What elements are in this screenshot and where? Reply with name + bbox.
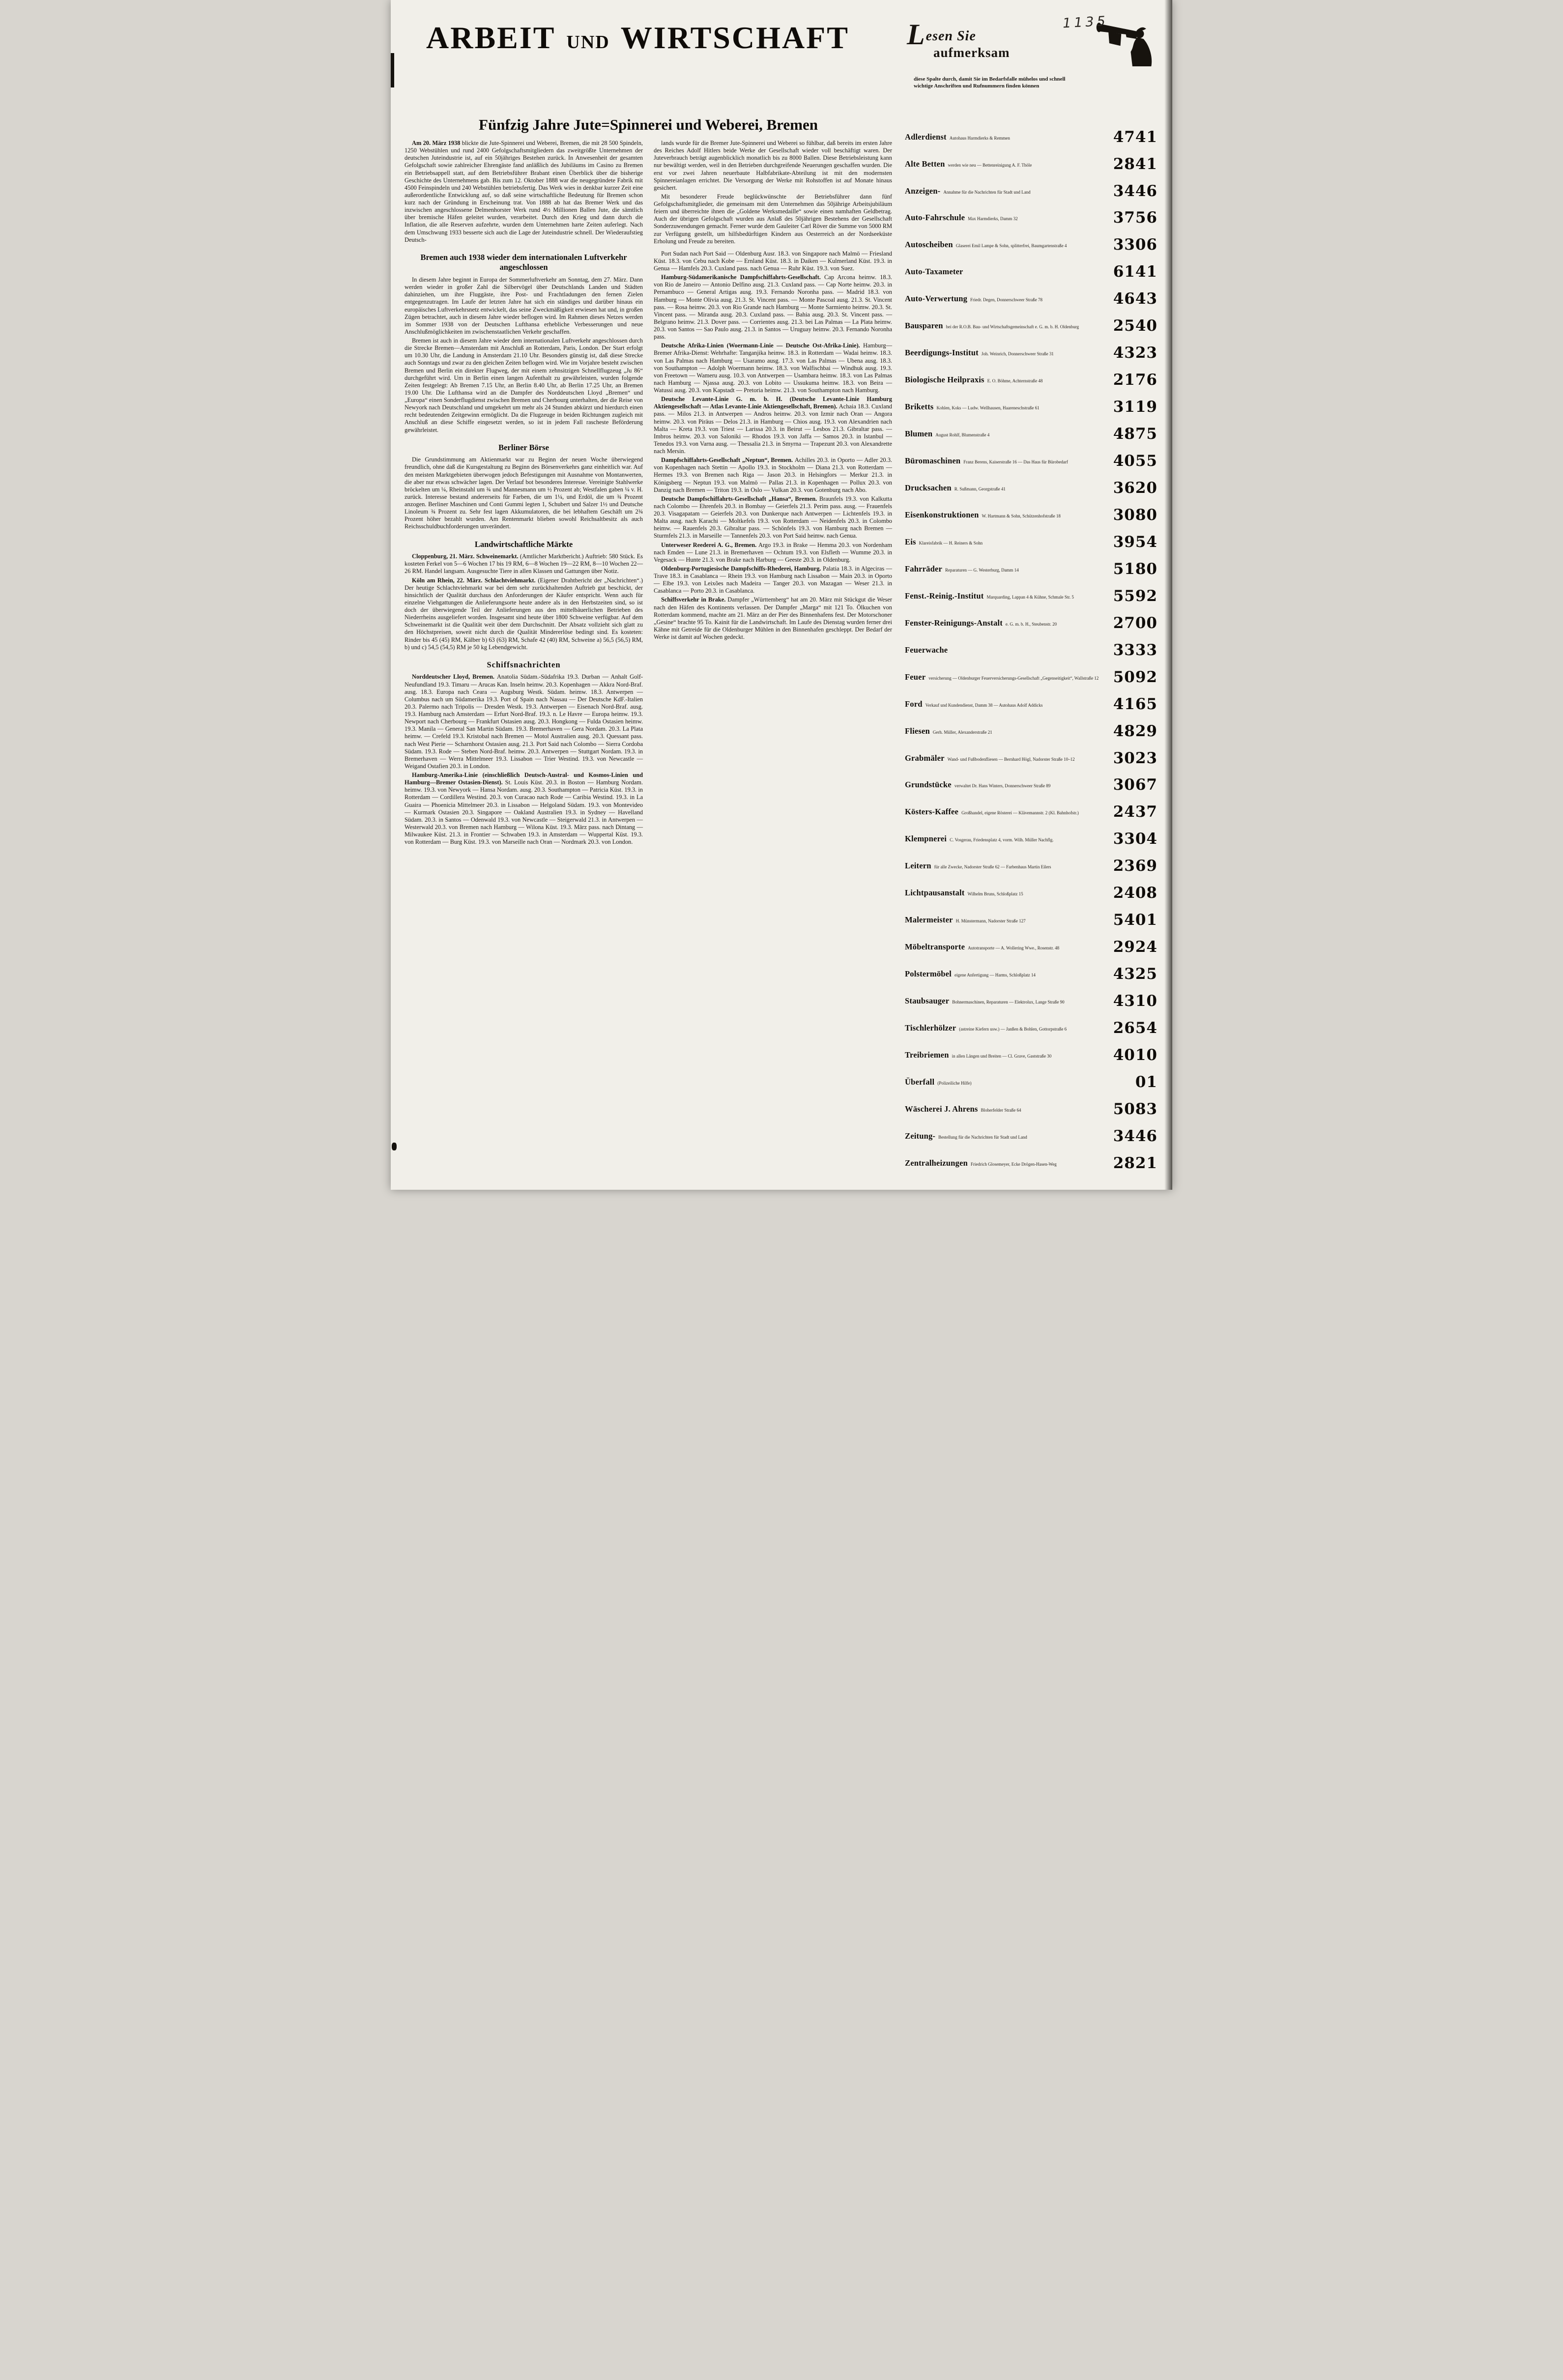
directory-entry	[905, 830, 1158, 848]
directory-entry-phone-number: 4055	[1113, 452, 1158, 470]
directory-entry-phone-number: 3304	[1113, 830, 1158, 848]
directory-entry-desc: e. G. m. b. H., Steubenstr. 20	[1005, 621, 1057, 627]
directory-entry-text	[905, 834, 1108, 844]
directory-entry	[905, 1019, 1158, 1037]
directory-entry-name: Bausparen	[905, 321, 943, 331]
directory-entry-text	[905, 672, 1108, 682]
directory-entry-text	[905, 1104, 1108, 1114]
directory-entry-name: Eis	[905, 537, 916, 546]
directory-entry-desc: werden wie neu — Bettenreinigung A. F. Thöle	[948, 162, 1032, 168]
directory-entry-phone-number: 3119	[1113, 398, 1158, 416]
schiffsnachrichten-continuation	[654, 250, 892, 641]
masthead-title	[426, 20, 892, 56]
decorative-initial-L: L	[907, 18, 925, 51]
directory-entry	[905, 452, 1158, 470]
directory-entry-text	[905, 510, 1108, 520]
directory-entry-desc: Gerh. Müller, Alexanderstraße 21	[932, 729, 992, 735]
directory-entry-name: Fenst.-Reinig.-Institut	[905, 591, 984, 601]
directory-entry-phone-number: 2437	[1113, 803, 1158, 821]
directory-entry-text	[905, 132, 1108, 142]
directory-entry-text	[905, 1131, 1108, 1141]
directory-entry-name: Anzeigen-	[905, 186, 941, 196]
directory-entry-desc: Glaserei Emil Lampe & Sohn, splitterfrei, Baumgartenstraße 4	[955, 243, 1067, 249]
directory-entry-phone-number: 3954	[1113, 533, 1158, 551]
directory-entry-desc: eigene Anfertigung — Harms, Schloßplatz 14	[954, 973, 1036, 978]
directory-entry-text	[905, 294, 1108, 304]
directory-entry-name: Fliesen	[905, 726, 930, 736]
paragraph: Cloppenburg, 21. März. Schweinemarkt. (Amtlicher Marktbericht.) Auftrieb: 580 Stück. Es kosteten Ferkel von 5—6 Wochen 17 bis 19 RM, 6—8 Wochen 19—22 RM, 8—10 Wochen 22—26 RM. Handel langsam. Ausgesuchte Tiere in allen Klassen und Gattungen über Notiz.	[405, 553, 643, 575]
directory-entry-text	[905, 591, 1108, 601]
directory-entry-name: Kösters-Kaffee	[905, 807, 959, 817]
directory-entry-name: Klempnerei	[905, 834, 947, 844]
directory-entry-text	[905, 618, 1108, 628]
directory-entry-name: Zentralheizungen	[905, 1158, 968, 1168]
directory-entry-phone-number: 3446	[1113, 1127, 1158, 1145]
directory-entry-text	[905, 1077, 1130, 1087]
directory-entry-desc: Bestellung für die Nachrichten für Stadt und Land	[938, 1134, 1027, 1140]
lesen-line1: esen Sie	[926, 29, 976, 44]
directory-entry-text	[905, 402, 1108, 412]
directory-entry-phone-number: 5401	[1113, 911, 1158, 929]
directory-entry-name: Feuer	[905, 672, 926, 682]
directory-entry-desc: H. Münstermann, Nadorster Straße 127	[955, 918, 1026, 924]
directory-entry	[905, 938, 1158, 956]
directory-entry	[905, 209, 1158, 227]
directory-entry-phone-number: 3023	[1113, 749, 1158, 767]
directory-entry-phone-number: 2540	[1113, 317, 1158, 335]
directory-entry	[905, 776, 1158, 794]
directory-entry-desc: Reparaturen — G. Westerburg, Damm 14	[945, 567, 1019, 573]
paragraph: Köln am Rhein, 22. März. Schlachtviehmarkt. (Eigener Drahtbericht der „Nachrichten“.) Der heutige Schlachtviehmarkt war bei dem sehr zurückhaltenden Auftrieb gut beschickt, der hinsichtlich der Qualität durchaus den Anforderungen der Käufer entspricht. Wenn auch für einzelne Viehgattungen die Anlieferungsorte heute andere als in den Herbstzeiten sind, so ist doch der überwiegende Teil der Anlieferungen aus den mittelbäuerlichen Betrieben des Niederrheins ausgeliefert worden. Insgesamt sind heute über 1800 Schweine verfügbar. Auf dem Schweinemarkt ist die Qualität weit über dem Durchschnitt. Der Absatz vollzieht sich glatt zu den Höchstpreisen, soweit nicht durch die Qualität Mindererlöse bedingt sind. Es kosteten: Rinder bis 45 (45) RM, Kälber b) 63 (63) RM, Schafe 42 (40) RM, Schweine a) 56,5 (56,5) RM, b) und c) 54,5 (54,5) RM je 50 kg Lebendgewicht.	[405, 576, 643, 651]
schiffsnachrichten-article	[405, 673, 643, 846]
directory-entry-desc: versicherung — Oldenburger Feuerversicherungs-Gesellschaft „Gegenseitigkeit“, Wallstraße 12	[928, 675, 1099, 681]
directory-entry	[905, 560, 1158, 578]
paragraph: Hamburg-Amerika-Linie (einschließlich Deutsch-Austral- und Kosmos-Linien und Hamburg—Bremer Ostasien-Dienst). St. Louis Küst. 20.3. in Boston — Hamburg Nordam. heimw. 19.3. von Newyork — Hansa Nordam. ausg. 20.3. Southampton — Patricia Küst. 19.3. in Rotterdam — Cordillera Westind. 20.3. von Curacao nach Rode — Caribia Westind. 19.3. in La Guaira — Phoenicia Mittelmeer 20.3. in Lissabon — Helgoland Südam. 19.3. von Montevideo — Kurmark Ostasien 20.3. Singapore — Oakland Australien 19.3. in Sydney — Havelland Südam. 20.3. in Santos — Odenwald 19.3. von Newcastle — Steigerwald 21.3. in Antwerpen — Westerwald 20.3. von Bremen nach Hamburg — Wilona Küst. 19.3. März pass. nach Dintang — Milwaukee Küst. 21.3. in Frontier — Schwaben 19.3. in Amsterdam — Wuppertal Küst. 19.3. von Rotterdam — Burg Küst. 19.3. von Marseille nach Oran — Nordmark 20.3. von London.	[405, 772, 643, 846]
directory-entry	[905, 155, 1158, 173]
directory-entry-text	[905, 429, 1108, 439]
maerkte-headline: Landwirtschaftliche Märkte	[474, 539, 573, 549]
paragraph: Am 20. März 1938 blickte die Jute-Spinnerei und Weberei, Bremen, die mit 28 500 Spindeln, 1250 Webstühlen und rund 2400 Gefolgschaftsmitgliedern das zweitgrößte Unternehmen der deutschen Juteindustrie ist, auf ein 50jähriges Bestehen zurück. In Anwesenheit der gesamten Gefolgschaft sowie zahlreicher Ehrengäste fand anläßlich des Jubiläums im Casino zu Bremen ein Betriebsappell statt, auf dem Betriebsführer Brabant einen Überblick über die bisherige Geschichte des Unternehmens gab. Bis zum 12. Oktober 1888 war die neugegründete Fabrik mit 4500 Feinspindeln und 240 Webstühlen betriebsfertig. Das Werk wies in denkbar kurzer Zeit eine außerordentliche Entwicklung auf, so daß seine wirtschaftliche Bedeutung für Bremen schon kurz nach der Gründung in Erscheinung trat. Von 1888 ab hat das Bremer Werk und das inzwischen angeschlossene Delmenhorster Werk rund 4½ Millionen Ballen Jute, die sämtlich über bremische Häfen geleitet wurden, verarbeitet. Durch den Krieg und dann durch die Inflation, die alle Reserven aufzehrte, wurden dem Unternehmen harte Zeiten auferlegt. Nach dem Umschwung 1933 besserte sich auch die Lage der Juteindustrie schnell. Der Wiederaufstieg Deutsch-	[405, 140, 643, 243]
directory-entry-phone-number: 5083	[1113, 1100, 1158, 1118]
directory-entry-text	[905, 1158, 1108, 1168]
paragraph: Bremen ist auch in diesem Jahre wieder dem internationalen Luftverkehr angeschlossen durch die Strecke Bremen—Amsterdam mit Anschluß an Rotterdam, Paris, London. Der Start erfolgt um 10.30 Uhr, die Landung in Amsterdam 21.10 Uhr. Besonders günstig ist, daß diese Strecke auch Sonntags und zwar zu den gleichen Zeiten beflogen wird. Wie im Vorjahre besteht zwischen Bremen und Berlin ein direkter Flugweg, der mit einem zehnsitzigen Schnellflugzeug „Ju 86“ durchgeführt wird. Um in Berlin einen langen Aufenthalt zu gewährleisten, wurden folgende Zeiten festgelegt: Ab Bremen 7.15 Uhr, an Berlin 8.40 Uhr, ab Berlin 17.25 Uhr, an Bremen 19.00 Uhr. Die Lufthansa wird an die Dampfer des Norddeutschen Lloyd „Bremen“ und „Europa“ einen Sonderflugdienst zwischen Bremen und Cherbourg unterhalten, der die Reise von Newyork nach Deutschland und umgekehrt um mehr als 24 Stunden abkürzt und hierdurch einen recht bedeutenden Zeitgewinn ermöglicht. Da die Flugzeuge in beiden Richtungen zugleich mit Anschluß an diese Schiffe eingesetzt werden, so ist in jedem Fall rascheste Beförderung gewährleistet.	[405, 337, 643, 433]
directory-entry-text	[905, 807, 1108, 817]
directory-entry-desc: Annahme für die Nachrichten für Stadt und Land	[943, 189, 1031, 195]
directory-entry	[905, 1046, 1158, 1064]
directory-entry-desc: verwaltet Dr. Hans Winters, Donnerschweer Straße 89	[954, 783, 1051, 789]
paragraph: Deutsche Afrika-Linien (Woermann-Linie — Deutsche Ost-Afrika-Linie). Hamburg—Bremer Afrika-Dienst: Wehrhafte: Tanganjika heimw. 18.3. in Rotterdam — Wadai heimw. 18.3. von Las Palmas nach Hamburg — Usaramo ausg. 17.3. von Las Palmas — Ubena ausg. 18.3. von Southampton — Adolph Woermann heimw. 18.3. von Walfischbai — Windhuk ausg. 19.3. von Freetown — Wameru ausg. 10.3. von Antwerpen — Usambara heimw. 18.3. von Las Palmas nach Hamburg — Njassa ausg. 20.3. von Lobito — Ussukuma heimw. 18.3. von Beira — Watussi ausg. 20.3. von Kapstadt — Pretoria heimw. 21.3. von Southampton nach Hamburg.	[654, 342, 892, 394]
lesen-note: diese Spalte durch, damit Sie im Bedarfsfalle mühelos und schnell wichtige Anschriften und Rufnummern finden können	[914, 76, 1066, 89]
directory-entry-phone-number: 2176	[1113, 371, 1158, 389]
directory-entry-name: Büromaschinen	[905, 456, 961, 466]
luftverkehr-headline: Bremen auch 1938 wieder dem internationalen Luftverkehr angeschlossen	[420, 252, 627, 272]
directory-entry	[905, 479, 1158, 497]
directory-entry-name: Grabmäler	[905, 753, 945, 763]
phone-directory	[905, 128, 1158, 1175]
directory-entry-desc: E. O. Böhme, Achternstraße 48	[987, 378, 1043, 384]
directory-entry-name: Tischlerhölzer	[905, 1023, 956, 1033]
directory-entry-phone-number: 5092	[1113, 668, 1158, 686]
directory-entry-desc: in allen Längen und Breiten — Cl. Grave, Gaststraße 30	[952, 1054, 1052, 1059]
directory-entry-desc: für alle Zwecke, Nadorster Straße 62 — Farbenhaus Martin Eilers	[934, 864, 1051, 870]
directory-entry	[905, 128, 1158, 146]
directory-entry-desc: Bohnermaschinen, Reparaturen — Elektrolux, Lange Straße 90	[952, 1000, 1065, 1005]
directory-entry-name: Auto-Verwertung	[905, 294, 968, 304]
schiffsnachrichten-headline: Schiffsnachrichten	[487, 660, 561, 669]
directory-entry	[905, 992, 1158, 1010]
lesen-sie-text	[907, 19, 1010, 60]
directory-entry-text	[905, 483, 1108, 493]
directory-entry-phone-number: 3620	[1113, 479, 1158, 497]
directory-entry-text	[905, 1023, 1108, 1033]
directory-entry	[905, 668, 1158, 686]
directory-entry-phone-number: 4165	[1113, 695, 1158, 713]
directory-entry-name: Biologische Heilpraxis	[905, 375, 984, 385]
luftverkehr-article	[405, 276, 643, 434]
directory-entry-phone-number: 2821	[1113, 1154, 1158, 1172]
directory-entry-text	[905, 213, 1108, 223]
directory-entry-text	[905, 240, 1108, 250]
directory-entry-phone-number: 4875	[1113, 425, 1158, 443]
directory-entry-text	[905, 321, 1108, 331]
directory-entry	[905, 1100, 1158, 1118]
paragraph: Oldenburg-Portugiesische Dampfschiffs-Rhederei, Hamburg. Palatia 18.3. in Algeciras — Trave 18.3. in Casablanca — Rhein 19.3. von Hamburg nach Lissabon — Main 20.3. in Oporto — Elbe 19.3. von Leixões nach Madeira — Tanger 20.3. von Mazagan — Weser 21.3. in Casablanca — Porto 20.3. in Casablanca.	[654, 565, 892, 595]
directory-entry-name: Blumen	[905, 429, 933, 439]
directory-entry-text	[905, 942, 1108, 952]
directory-entry-text	[905, 888, 1108, 898]
directory-entry	[905, 641, 1158, 659]
directory-entry-phone-number: 4310	[1113, 992, 1158, 1010]
directory-entry-desc: Autohaus Harmdierks & Remmen	[949, 135, 1010, 141]
lead-article-headline: Fünfzig Jahre Jute=Spinnerei und Weberei, Bremen	[479, 116, 818, 133]
directory-entry	[905, 722, 1158, 740]
directory-entry	[905, 911, 1158, 929]
directory-entry-text	[905, 645, 1108, 655]
directory-entry-desc: August Rohlf, Blumenstraße 4	[935, 432, 990, 438]
directory-entry-text	[905, 996, 1108, 1006]
directory-entry-name: Möbeltransporte	[905, 942, 965, 952]
directory-entry-desc: (astreine Kiefern usw.) — Janßen & Bohlen, Gottorpstraße 6	[959, 1027, 1067, 1032]
directory-entry-phone-number: 2654	[1113, 1019, 1158, 1037]
directory-entry-desc: Großhandel, eigene Rösterei — Klävemannstr. 2 (Kl. Bahnhofstr.)	[961, 810, 1079, 816]
directory-entry-name: Leitern	[905, 861, 931, 871]
directory-entry	[905, 533, 1158, 551]
directory-entry-desc: R. Sußmann, Georgstraße 41	[954, 486, 1006, 491]
text-column-1	[405, 140, 643, 847]
directory-entry-desc: C. Vosgerau, Friedensplatz 4, vorm. Wilh. Müller Nachflg.	[950, 837, 1054, 843]
directory-entry	[905, 425, 1158, 443]
boerse-article	[405, 456, 643, 530]
directory-entry-phone-number: 2924	[1113, 938, 1158, 956]
directory-entry-name: Überfall	[905, 1077, 935, 1087]
directory-entry	[905, 1127, 1158, 1145]
directory-entry-phone-number: 3756	[1113, 209, 1158, 227]
paragraph: Norddeutscher Lloyd, Bremen. Anatolia Südam.-Südafrika 19.3. Durban — Anhalt Golf-Neufundland 19.3. Timaru — Arucas Kan. Inseln heimw. 20.3. Kopenhagen — Akkra Nord-Braf. ausg. 18.3. Europa nach Ceara — Augsburg Westk. Südam. heimw. 18.3. Antwerpen — Columbus nach um Südamerika 19.3. Port of Spain nach Nassau — Der Deutsche KdF.-Italien 20.3. Palermo nach Tripolis — Dresden Westk. 19.3. Antwerpen — Eisenach Nord-Braf. ausg. 19.3. Hamburg nach Amsterdam — Erfurt Nord-Braf. 19.3. n. Le Havre — Europa heimw. 19.3. Newport nach Cherbourg — Frankfurt Ostasien ausg. 20.3. Hongkong — Fulda Ostasien heimw. 19.3. Manila — General San Martin Südam. 19.3. Bremerhaven — Gera Nordam. 20.3. La Plata heimw. — Crefeld 19.3. Kristobal nach Bremen — Motol Australien ausg. 20.3. Quessant pass. nach West Pierie — Scharnhorst Ostasien ausg. 21.3. Port Said nach Colombo — Sierra Cordoba Südam. 19.3. Rode — Steben Nord-Braf. heimw. 20.3. Antwerpen — Stuttgart Nordam. 19.3. in Bremerhaven — Werra Mittelmeer 19.3. Lissabon — Trier Westind. 19.3. von Newcastle — Weigand Ostafien 20.3. in London.	[405, 673, 643, 770]
directory-entry-desc: bei der R.O.B. Bau- und Wirtschaftsgemeinschaft e. G. m. b. H. Oldenburg	[946, 324, 1079, 330]
directory-entry-phone-number: 3080	[1113, 506, 1158, 524]
directory-entry-text	[905, 348, 1108, 358]
directory-entry-text	[905, 969, 1108, 979]
directory-entry	[905, 803, 1158, 821]
directory-entry-desc: Joh. Weinrich, Donnerschweer Straße 31	[981, 351, 1054, 357]
directory-entry-phone-number: 2408	[1113, 884, 1158, 902]
directory-entry	[905, 398, 1158, 416]
directory-entry-name: Briketts	[905, 402, 934, 412]
directory-entry	[905, 236, 1158, 254]
masthead-word-arbeit: ARBEIT	[426, 20, 556, 55]
jubilee-article-part1	[405, 140, 643, 244]
directory-entry	[905, 884, 1158, 902]
directory-entry-name: Staubsauger	[905, 996, 950, 1006]
directory-entry-name: Auto-Taxameter	[905, 267, 963, 277]
boerse-headline: Berliner Börse	[498, 442, 549, 452]
directory-entry	[905, 1073, 1158, 1091]
directory-entry-name: Malermeister	[905, 915, 953, 925]
directory-entry-name: Drucksachen	[905, 483, 952, 492]
directory-entry-text	[905, 375, 1108, 385]
directory-entry-desc: W. Hartmann & Sohn, Schützenhofstraße 18	[982, 513, 1061, 518]
directory-entry-name: Auto-Fahrschule	[905, 213, 965, 223]
directory-entry	[905, 749, 1158, 767]
maerkte-article	[405, 553, 643, 651]
directory-entry-name: Ford	[905, 699, 923, 709]
directory-entry-text	[905, 456, 1108, 466]
directory-entry-text	[905, 699, 1108, 709]
directory-entry-text	[905, 159, 1108, 169]
directory-entry	[905, 263, 1158, 281]
paragraph: Port Sudan nach Port Said — Oldenburg Ausr. 18.3. von Singapore nach Malmö — Friesland Küst. 18.3. von Cebu nach Kobe — Ernland Küst. 18.3. in Daiken — Kulmerland Küst. 19.3. in Genua — Hamfels 20.3. Cuxland pass. nach Genua — Ruhr Küst. 19.3. von Suez.	[654, 250, 892, 272]
directory-entry-phone-number: 01	[1135, 1073, 1158, 1091]
directory-entry-name: Eisenkonstruktionen	[905, 510, 979, 519]
directory-entry-desc: Wilhelm Bruns, Schloßplatz 15	[967, 891, 1023, 897]
directory-entry-phone-number: 5592	[1113, 587, 1158, 605]
directory-entry-desc: Marquarding, Lappan 4 & Kühne, Schmale Str. 5	[986, 594, 1074, 600]
directory-entry	[905, 614, 1158, 632]
directory-entry-name: Fenster-Reinigungs-Anstalt	[905, 618, 1003, 628]
main-content-area	[405, 18, 892, 1175]
directory-entry-text	[905, 780, 1108, 790]
directory-entry	[905, 1154, 1158, 1172]
directory-entry-text	[905, 267, 1108, 277]
lesen-line2: aufmerksam	[933, 45, 1010, 60]
directory-entry	[905, 344, 1158, 362]
directory-entry-text	[905, 726, 1108, 736]
directory-entry	[905, 506, 1158, 524]
directory-entry-name: Grundstücke	[905, 780, 952, 790]
directory-entry-name: Feuerwache	[905, 645, 948, 655]
directory-entry-desc: Klareisfabrik — H. Reiners & Sohn	[919, 540, 983, 545]
directory-entry-name: Polstermöbel	[905, 969, 952, 979]
directory-entry-text	[905, 564, 1108, 574]
paragraph: Hamburg-Südamerikanische Dampfschiffahrts-Gesellschaft. Cap Arcona heimw. 18.3. von Rio de Janeiro — Antonio Delfino ausg. 21.3. Cuxland pass. — Cap Norte heimw. 20.3. in Pernambuco — General Artigas ausg. 19.3. Fernando Noronha pass. — Madrid 18.3. von Hamburg — Monte Olivia ausg. 21.3. St. Vincent pass. — Monte Pascoal ausg. 21.3. St. Vincent pass. — Rosa heimw. 20.3. von Rio Grande nach Hamburg — Monte Sarmiento heimw. 20.3. St. Vincent pass. — Miranda ausg. 20.3. Cuxland pass. — Bahia ausg. 20.3. St. Vincent pass. — Belgrano heimw. 21.3. Dover pass. — Corrientes ausg. 21.3. bei Las Palmas — La Plata heimw. 20.3. von Santos — Sao Paulo ausg. 21.3. in Santos — Uruguay heimw. 20.3. Fernando Noronha pass.	[654, 274, 892, 341]
directory-entry-desc: Max Harmdierks, Damm 32	[968, 216, 1018, 222]
directory-entry-name: Alte Betten	[905, 159, 945, 169]
directory-entry-text	[905, 753, 1108, 763]
directory-column	[905, 18, 1158, 1175]
paragraph: lands wurde für die Bremer Jute-Spinnerei und Weberei so fühlbar, daß bereits im ersten Jahre des Reiches Adolf Hitlers beide Werke der Gesellschaft wieder voll beschäftigt waren. Der Juteverbrauch beträgt augenblicklich monatlich bis zu 8000 Ballen. Diese Betriebsleistung kann nur bewältigt werden, weil in den Betrieben durchgreifende Neuerungen geschaffen wurden. Die erst vor zwei Jahren neuerbaute Halbfabrikate-Abteilung ist mit den modernsten Spinnereianlagen errichtet. Die Versorgung der Werke mit Rohstoffen ist auf Monate hinaus gesichert.	[654, 140, 892, 191]
directory-entry	[905, 587, 1158, 605]
directory-entry-desc: (Polizeiliche Hilfe)	[937, 1080, 972, 1086]
lesen-sie-banner	[907, 19, 1158, 90]
directory-entry-desc: Verkauf und Kundendienst, Damm 38 — Autohaus Adolf Addicks	[925, 702, 1043, 708]
directory-entry-phone-number: 2700	[1113, 614, 1158, 632]
paragraph: Deutsche Dampfschiffahrts-Gesellschaft „Hansa“, Bremen. Braunfels 19.3. von Kalkutta nach Colombo — Ehrenfels 20.3. in Bombay — Geierfels 21.3. Perim pass. ausg. — Frauenfels 20.3. Visagapatam — Geierfels 20.3. von Dunkerque nach Antwerpen — Lichtenfels 19.3. in Malta ausg. nach Karachi — Moltkefels 19.3. von Rotterdam — Neidenfels 20.3. in Colombo heimw. — Rauenfels 20.3. Gibraltar pass. — Schönfels 19.3. von Hamburg nach Bremen — Sturmfels 21.3. in Marseille — Tannenfels 20.3. von Port Said heimw. nach Genua.	[654, 495, 892, 540]
directory-entry-name: Wäscherei J. Ahrens	[905, 1104, 978, 1114]
directory-entry-phone-number: 4829	[1113, 722, 1158, 740]
text-column-2	[654, 140, 892, 847]
directory-entry	[905, 371, 1158, 389]
scan-artifact	[392, 1143, 397, 1150]
directory-entry	[905, 857, 1158, 875]
directory-entry-desc: Friedr. Degen, Donnerschweer Straße 78	[970, 297, 1042, 303]
jubilee-article-part2	[654, 140, 892, 245]
directory-entry-phone-number: 4323	[1113, 344, 1158, 362]
paragraph: Schiffsverkehr in Brake. Dampfer „Württemberg“ hat am 20. März mit Stückgut die Weser nach den Häfen des Kontinents verlassen. Der Dampfer „Marga“ mit 121 To. Ölkuchen von Rotterdam kommend, machte am 21. März an der Pier des Binnenhafens fest. Der Motorschoner „Gesine“ brachte 95 To. Kainit für die Landwirtschaft. Im Laufe des Dienstag wurden ferner drei Kähne mit Getreide für die Oldenburger Mühlen in den Binnenhafen geschleppt. Der Bedarf der Werke ist damit auf Wochen gedeckt.	[654, 596, 893, 640]
directory-entry-phone-number: 3067	[1113, 776, 1158, 794]
directory-entry-desc: Wand- und Fußbodenfliesen — Bernhard Högl, Nadorster Straße 10–12	[947, 756, 1075, 762]
directory-entry-text	[905, 915, 1108, 925]
directory-entry	[905, 182, 1158, 200]
directory-entry-name: Lichtpausanstalt	[905, 888, 965, 898]
directory-entry-phone-number: 4741	[1113, 128, 1158, 146]
masthead-word-wirtschaft: WIRTSCHAFT	[620, 20, 849, 55]
directory-entry	[905, 695, 1158, 713]
directory-entry-desc: Kohlen, Koks — Ludw. Wellhausen, Haareneschstraße 61	[936, 405, 1040, 411]
directory-entry-phone-number: 6141	[1113, 263, 1158, 281]
directory-entry-name: Beerdigungs-Institut	[905, 348, 979, 358]
scan-artifact	[391, 53, 394, 87]
directory-entry-phone-number: 2841	[1113, 155, 1158, 173]
directory-entry-phone-number: 3446	[1113, 182, 1158, 200]
paragraph: Unterweser Reederei A. G., Bremen. Argo 19.3. in Brake — Hemma 20.3. von Nordenham nach Emden — Lune 21.3. in Bremerhaven — Ochtum 19.3. von Elsfleth — Wumme 20.3. in Vegesack — Hunte 21.3. von Brake nach Harburg — Geeste 20.3. in Oldenburg.	[654, 541, 893, 563]
directory-entry-phone-number: 4010	[1113, 1046, 1158, 1064]
paragraph: Dampfschiffahrts-Gesellschaft „Neptun“, Bremen. Achilles 20.3. in Oporto — Adler 20.3. von Kopenhagen nach Stettin — Apollo 19.3. in Stockholm — Diana 21.3. von Rotterdam — Hermes 19.3. von Bremen nach Riga — Jason 20.3. in Helsingfors — Merkur 21.3. in Königsberg — Neptun 19.3. von Malmö — Pallas 21.3. in Kopenhagen — Pollux 20.3. von Danzig nach Bremen — Triton 19.3. in Oslo — Vulkan 20.3. von Gotenburg nach Abo.	[654, 457, 892, 493]
masthead-word-und: UND	[566, 32, 610, 53]
directory-entry-text	[905, 186, 1108, 196]
directory-entry-phone-number: 4643	[1113, 290, 1158, 308]
directory-entry-name: Zeitung-	[905, 1131, 936, 1141]
page-number: 1135	[1062, 13, 1109, 31]
paragraph: In diesem Jahre beginnt in Europa der Sommerluftverkehr am Sonntag, dem 27. März. Dann werden wieder in großer Zahl die Silbervögel über Deutschlands Landen und Städten dahinziehen, um ihre Fluggäste, ihre Post- und Frachtladungen den fernen Zielen entgegenzutragen. Im Laufe der letzten Jahre hat sich ein ständiges und darüber hinaus ein europäisches Luftverkehrsnetz entwickelt, das seine Zweckmäßigkeit erwiesen hat und, in großen Zügen betrachtet, auch in diesem Jahre wieder beflogen wird. Im Rahmen dieses Netzes werden im Sommer 1938 von der Deutschen Lufthansa erhebliche Verbesserungen und neue Anschlußmöglichkeiten im zwischenstaatlichen Verkehr geschaffen.	[405, 276, 643, 335]
scan-edge-shadow	[1164, 0, 1172, 1190]
directory-entry	[905, 290, 1158, 308]
directory-entry-name: Adlerdienst	[905, 132, 947, 142]
directory-entry-desc: Franz Berens, Kaiserstraße 16 — Das Haus für Bürobedarf	[963, 459, 1068, 465]
directory-entry-phone-number: 5180	[1113, 560, 1158, 578]
directory-entry-phone-number: 2369	[1113, 857, 1158, 875]
article-columns	[405, 140, 892, 847]
directory-entry-phone-number: 4325	[1113, 965, 1158, 983]
directory-entry-text	[905, 1050, 1108, 1060]
directory-entry-desc: Autotransporte — A. Wollering Wwe., Rosenstr. 48	[968, 946, 1060, 951]
paragraph: Deutsche Levante-Linie G. m. b. H. (Deutsche Levante-Linie Hamburg Aktiengesellschaft — Atlas Levante-Linie Aktiengesellschaft, Bremen). Achaia 18.3. Cuxland pass. — Milos 21.3. in Antwerpen — Andros heimw. 20.3. von Izmir nach Oran — Angora heimw. 20.3. von Piräus — Delos 21.3. in Hamburg — Chios ausg. 19.3. von Alexandrien nach Malta — Kreta 19.3. von Triest — Larissa 20.3. in Beirut — Lesbos 21.3. Gibraltar pass. — Imbros heimw. 20.3. von Saloniki — Rhodos 19.3. von Jaffa — Samos 20.3. in Istanbul — Tenedos 19.3. von Varna ausg. — Thessalia 21.3. in Smyrna — Trapezunt 20.3. von Alexandrette nach Mersin.	[654, 396, 892, 455]
directory-entry-phone-number: 3306	[1113, 236, 1158, 254]
newspaper-page	[391, 0, 1172, 1190]
paragraph: Mit besonderer Freude beglückwünschte der Betriebsführer dann fünf Gefolgschaftsmitglieder, die gemeinsam mit dem Unternehmen das 50jährige Arbeitsjubiläum feiern und überreichte ihnen die „Goldene Werksmedaille“ sowie einen namhaften Geldbetrag. Auch der übrigen Gefolgschaft wurden aus Anlaß des 50jährigen Bestehens der Gesellschaft Sonderzuwendungen gemacht. Ferner wurde dem Gauleiter Carl Röver die Summe von 5000 RM zur Verfügung gestellt, um hilfsbedürftigen Kindern aus Oesterreich an der Nordseeküste Erholung und Freude zu bereiten.	[654, 193, 892, 245]
directory-entry-desc: Friedrich Glosemeyer, Ecke Drögen-Hasen-Weg	[970, 1161, 1057, 1167]
directory-entry-text	[905, 861, 1108, 871]
directory-entry-text	[905, 537, 1108, 547]
directory-entry-phone-number: 3333	[1113, 641, 1158, 659]
directory-entry-desc: Bloherfelder Straße 64	[981, 1107, 1021, 1113]
directory-entry	[905, 965, 1158, 983]
directory-entry-name: Fahrräder	[905, 564, 943, 573]
directory-entry-name: Autoscheiben	[905, 240, 953, 250]
paragraph: Die Grundstimmung am Aktienmarkt war zu Beginn der neuen Woche überwiegend freundlich, ohne daß die Kursgestaltung zu Beginn des Börsenverkehrs ganz einheitlich war. Auf den meisten Marktgebieten überwogen jedoch Befestigungen mit Ausnahme von Montanwerten, die aber nur etwas schwächer lagen. Der Verlauf bot besonderes Interesse. Vereinigte Stahlwerke bröckelten um ¼, Rheinstahl um ¾ und Mannesmann um ½ Prozent ab; Westfalen gaben ¼ v. H. zurück. Interesse bestand andererseits für Farben, die um 1¼, und Erdöl, die um ¾ Prozent anzogen. Berliner Maschinen und Conti Gummi legten 1, Schubert und Salzer 1½ und Deutsche Linoleum ¾ Prozent zu. Sehr fest lagen Akkumulatoren, die bei lebhaftem Geschäft um 2¾ Prozent höher bezahlt wurden. Am Rentenmarkt blieben sowohl Reichsaltbesitz als auch Reichsschuldbuchforderungen unverändert.	[405, 456, 643, 530]
directory-entry	[905, 317, 1158, 335]
directory-entry-name: Treibriemen	[905, 1050, 949, 1060]
